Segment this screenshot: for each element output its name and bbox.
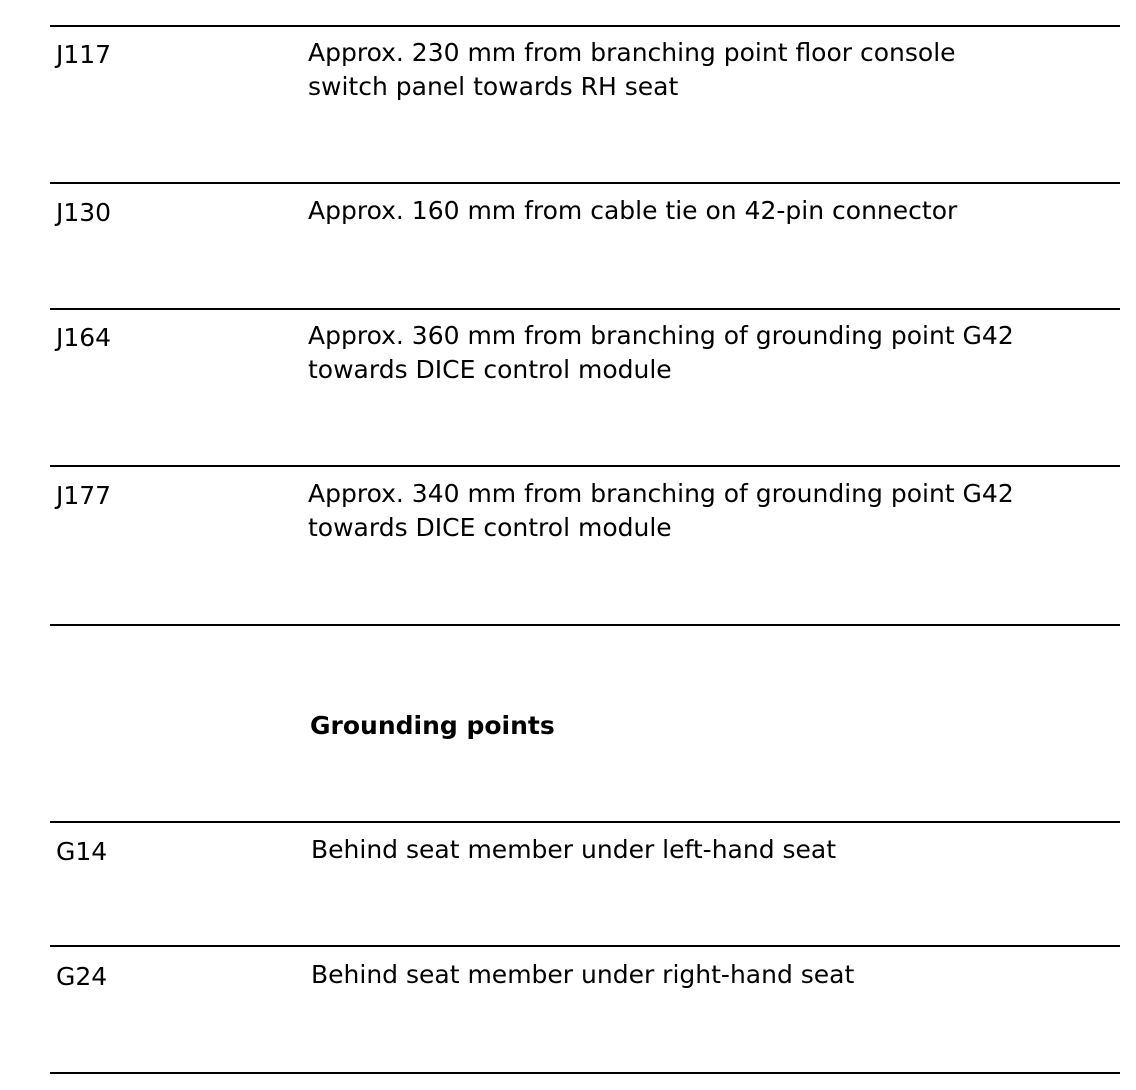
section-heading: Grounding points — [310, 711, 555, 740]
row-divider — [50, 25, 1120, 27]
grounding-point-code: G24 — [56, 962, 108, 991]
row-divider — [50, 821, 1120, 823]
row-divider — [50, 945, 1120, 947]
connector-code: J130 — [56, 198, 112, 227]
connector-code: J164 — [56, 323, 112, 352]
row-divider — [50, 308, 1120, 310]
connector-description: Approx. 230 mm from branching point floor console switch panel towards RH seat — [308, 38, 956, 101]
connector-code: J177 — [56, 481, 112, 510]
connector-code: J117 — [56, 40, 112, 69]
connector-description: Approx. 340 mm from branching of grounding point G42 towards DICE control module — [308, 479, 1014, 542]
grounding-point-description: Behind seat member under right-hand seat — [311, 960, 855, 989]
connector-description: Approx. 160 mm from cable tie on 42-pin connector — [308, 196, 958, 225]
connector-description: Approx. 360 mm from branching of grounding point G42 towards DICE control module — [308, 321, 1014, 384]
grounding-point-code: G14 — [56, 837, 108, 866]
section-divider — [50, 624, 1120, 626]
table-bottom-rule — [50, 1072, 1120, 1074]
grounding-point-description: Behind seat member under left-hand seat — [311, 835, 837, 864]
row-divider — [50, 465, 1120, 467]
row-divider — [50, 182, 1120, 184]
